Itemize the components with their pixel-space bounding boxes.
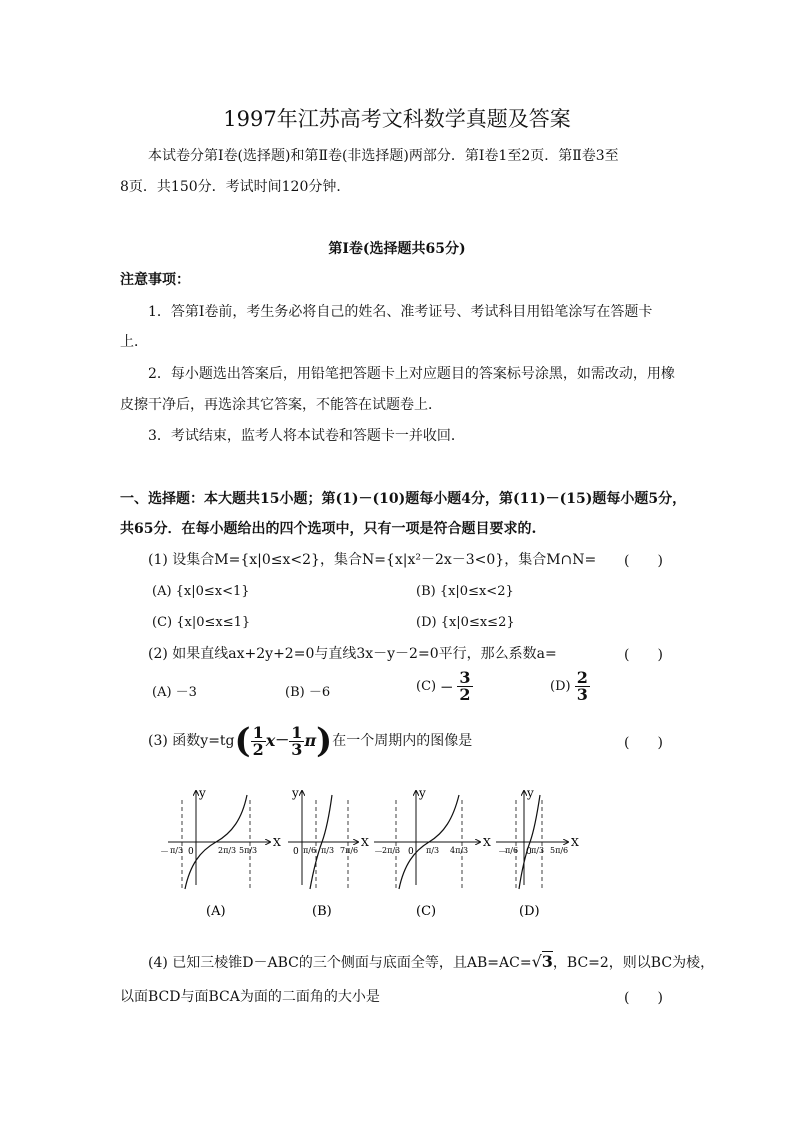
note-2-line-2: 皮擦干净后，再选涂其它答案，不能答在试题卷上． [120, 397, 442, 413]
q2-option-a: (A) －3 [152, 685, 197, 700]
q2-option-d-label: (D) [550, 679, 571, 694]
section-heading: 第Ⅰ卷(选择题共65分) [328, 241, 466, 257]
q2-option-d-fraction [575, 670, 590, 703]
graph-c-right-tick: 4π/3 [450, 846, 469, 855]
graph-d-left-tick: π/6 [505, 846, 519, 855]
q4-answer-paren: ( ) [624, 990, 663, 1006]
graph-d-label: (D) [519, 904, 540, 919]
graph-b-label: (B) [312, 904, 332, 919]
sqrt-symbol: √ [531, 952, 542, 971]
q2-option-d-num: 2 [576, 668, 588, 687]
intro-line-1: 本试卷分第Ⅰ卷(选择题)和第Ⅱ卷(非选择题)两部分．第Ⅰ卷1至2页．第Ⅱ卷3至 [148, 148, 619, 164]
graph-c-left-tick: 2π/3 [382, 846, 401, 855]
q3-prefix: (3) 函数y=tg [148, 733, 235, 749]
graph-c-x-label: X [483, 836, 491, 849]
q3-answer-paren: ( ) [624, 735, 663, 751]
q2-option-c-label: (C) [416, 679, 437, 694]
page-title: 1997年江苏高考文科数学真题及答案 [223, 107, 571, 131]
q4-line-1-post: ，BC=2，则以BC为棱， [552, 955, 715, 971]
graph-a-right-tick: 5π/3 [239, 846, 258, 855]
graph-c-left-sign: － [374, 848, 384, 858]
graph-a [160, 786, 281, 919]
q2-option-c-num: 3 [459, 668, 471, 687]
q1-option-b: (B) {x|0≤x<2} [416, 584, 514, 599]
graph-b-y-label: y [292, 786, 299, 800]
q1-option-d: (D) {x|0≤x≤2} [416, 615, 515, 630]
q4-line-1-pre: (4) 已知三棱锥D－ABC的三个侧面与底面全等，且AB=AC= [148, 955, 532, 971]
graph-d-origin: 0 [526, 847, 532, 857]
graph-b-left-tick: π/6 [303, 846, 317, 855]
graph-a-left-sign: － [160, 848, 170, 858]
q3-fraction-1 [251, 722, 266, 759]
q3-graphs [150, 785, 590, 925]
q2-option-b: (B) －6 [285, 685, 331, 700]
q2-option-c-den: 2 [459, 685, 471, 704]
graph-a-y-label: y [199, 786, 206, 800]
note-1-line-1: 1．答第Ⅰ卷前，考生务必将自己的姓名、准考证号、考试科目用铅笔涂写在答题卡 [148, 304, 653, 320]
q1-answer-paren: ( ) [624, 553, 663, 569]
graph-a-mid-tick: 2π/3 [218, 846, 237, 855]
graph-d-left-sign: － [498, 848, 508, 858]
q3-left-paren: ( [234, 721, 251, 761]
q1-option-c: (C) {x|0≤x≤1} [152, 615, 251, 630]
graph-c-mid-tick: π/3 [426, 846, 440, 855]
q2-option-c [416, 670, 473, 703]
q2-stem: (2) 如果直线ax+2y+2=0与直线3x－y－2=0平行，那么系数a= [148, 646, 557, 662]
q4-line-2: 以面BCD与面BCA为面的二面角的大小是 [120, 989, 380, 1005]
graph-c-y-label: y [419, 786, 426, 800]
note-2-line-1: 2．每小题选出答案后，用铅笔把答题卡上对应题目的答案标号涂黑，如需改动，用橡 [148, 366, 675, 382]
graph-c-origin: 0 [408, 847, 414, 857]
q2-option-d [550, 670, 590, 703]
q4-line-1 [148, 952, 714, 973]
intro-line-2: 8页．共150分．考试时间120分钟． [120, 179, 351, 195]
note-1-line-2: 上． [120, 334, 148, 350]
graph-a-origin: 0 [188, 847, 194, 857]
graph-d-right-tick: 5π/6 [550, 846, 569, 855]
note-3: 3．考试结束，监考人将本试卷和答题卡一并收回． [148, 428, 465, 444]
graph-a-label: (A) [206, 904, 226, 919]
notes-heading: 注意事项： [120, 272, 190, 288]
q3-suffix: 在一个周期内的图像是 [332, 733, 473, 749]
q3-minus: － [275, 733, 290, 749]
part1-line-1: 一、选择题：本大题共15小题；第(1)－(10)题每小题4分，第(11)－(15)题每小题5分， [120, 491, 687, 507]
q2-answer-paren: ( ) [624, 647, 663, 663]
q3-f1-num: 1 [252, 722, 264, 742]
q1-stem: (1) 设集合M={x|0≤x<2}，集合N={x|x²－2x－3<0}，集合M∩N= [148, 552, 597, 568]
part1-line-2: 共65分．在每小题给出的四个选项中，只有一项是符合题目要求的. [120, 521, 537, 537]
graph-d-mid-tick: π/3 [531, 846, 545, 855]
q3-stem [148, 722, 472, 760]
graph-c [374, 786, 491, 919]
graph-c-label: (C) [416, 904, 437, 919]
q1-option-a: (A) {x|0≤x<1} [152, 584, 250, 599]
graph-a-left-tick: π/3 [170, 846, 184, 855]
q4-sqrt-value: 3 [541, 952, 553, 971]
graph-d [496, 786, 579, 919]
graph-b-right-tick: 7π/6 [340, 846, 359, 855]
q2-option-d-den: 3 [576, 685, 588, 704]
graph-d-x-label: X [571, 836, 579, 849]
graph-b-mid-tick: π/3 [321, 846, 335, 855]
q2-option-c-fraction [457, 670, 472, 703]
q3-pi: π [304, 731, 317, 750]
graph-d-y-label: y [527, 786, 534, 800]
graph-b-x-label: X [361, 836, 369, 849]
q3-fraction-2 [289, 722, 304, 759]
q3-f2-den: 3 [291, 739, 303, 759]
graph-a-x-label: X [273, 836, 281, 849]
q3-right-paren: ) [316, 721, 333, 761]
graph-b [288, 786, 369, 919]
q3-f1-den: 2 [252, 739, 264, 759]
graph-b-origin: 0 [293, 847, 299, 857]
q3-x: x [265, 731, 276, 750]
q3-f2-num: 1 [291, 722, 303, 742]
q2-option-c-sign: － [440, 681, 454, 696]
